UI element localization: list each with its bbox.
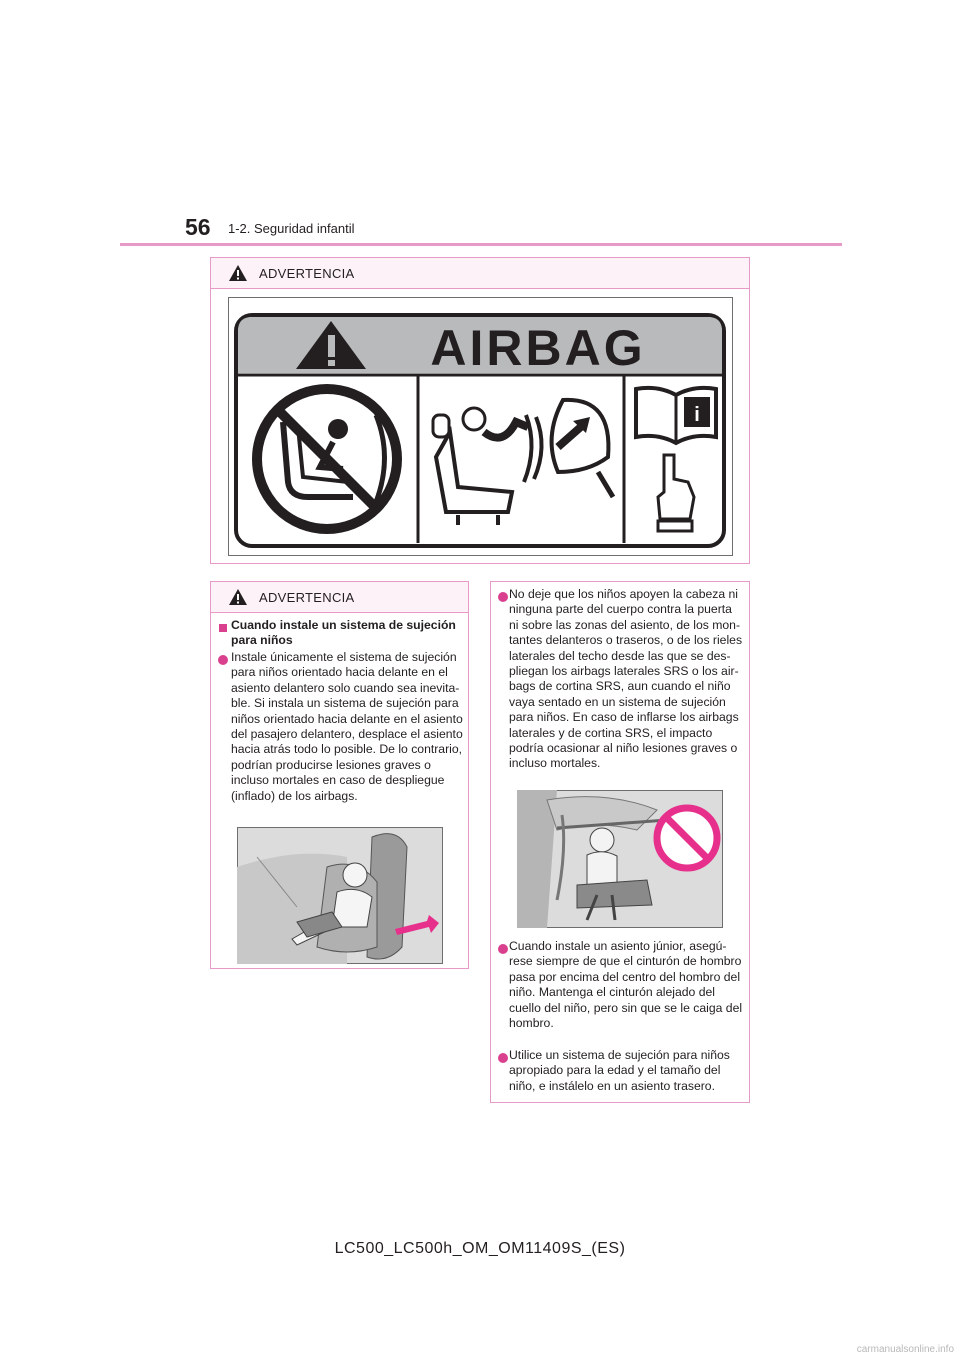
warning-triangle-icon xyxy=(228,588,248,606)
page-number: 56 xyxy=(185,214,211,240)
manual-code: LC500_LC500h_OM_OM11409S_(ES) xyxy=(334,1240,626,1257)
read-manual-icon xyxy=(636,388,716,443)
airbag-label-illustration xyxy=(228,297,733,556)
section-title: 1-2. Seguridad infantil xyxy=(228,221,355,236)
bullet-icon xyxy=(498,1053,508,1063)
warning-header xyxy=(211,258,749,289)
side-airbag-illustration xyxy=(517,790,723,928)
subheading: Cuando instale un sistema de sujeción para niños xyxy=(231,618,456,648)
left-warning-box xyxy=(210,581,469,969)
svg-text:i: i xyxy=(694,404,700,426)
header-rule xyxy=(120,243,842,246)
paragraph-right-3: Utilice un sistema de sujeción para niños apropiado para la edad y el tamaño del niño, e instálelo en un asiento trasero. xyxy=(509,1048,730,1093)
warning-title: ADVERTENCIA xyxy=(259,266,355,281)
paragraph-right-1: No deje que los niños apoyen la cabeza ni ninguna parte del cuerpo contra la puerta ni sobre las zonas del asiento, de los mon- tantes delanteros o traseros, o de los rieles laterales del techo desde las que se des- pliegan los airbags laterales SRS o los air- bags de cortina SRS, aun cuando el niño vaya sentado en un sistema de sujeción para niños. En caso de inflarse los airbags laterales y de cortina SRS, el impacto podría ocasionar al niño lesiones graves o incluso mortales. xyxy=(509,587,743,771)
warning-triangle-icon xyxy=(228,264,248,282)
watermark: carmanualsonline.info xyxy=(856,1344,954,1355)
airbag-warning-box xyxy=(210,257,750,564)
airbag-label-text: AIRBAG xyxy=(430,320,646,376)
subheading-marker-icon xyxy=(219,624,227,632)
right-warning-box xyxy=(490,581,750,1103)
bullet-icon xyxy=(498,944,508,954)
forward-facing-seat-illustration xyxy=(237,827,443,964)
warning-header xyxy=(211,582,468,613)
bullet-icon xyxy=(498,592,508,602)
warning-title: ADVERTENCIA xyxy=(259,590,355,605)
paragraph-right-2: Cuando instale un asiento júnior, asegú- rese siempre de que el cinturón de hombro pasa por encima del centro del hombro del niño. Mantenga el cinturón alejado del cuello del niño, pero sin que se le caiga del hombro. xyxy=(509,939,743,1031)
no-rear-facing-seat-icon xyxy=(257,389,397,529)
paragraph-left-1: Instale únicamente el sistema de sujeción para niños orientado hacia delante en el asiento delantero solo cuando sea inevita- ble. Si instala un sistema de sujeción para niños orientado hacia delante en el asiento del pasajero delantero, desplace el asiento hacia atrás todo lo posible. De lo contrario, podrían producirse lesiones graves o incluso mortales en caso de despliegue (inflado) de los airbags. xyxy=(231,650,463,803)
bullet-icon xyxy=(218,655,228,665)
